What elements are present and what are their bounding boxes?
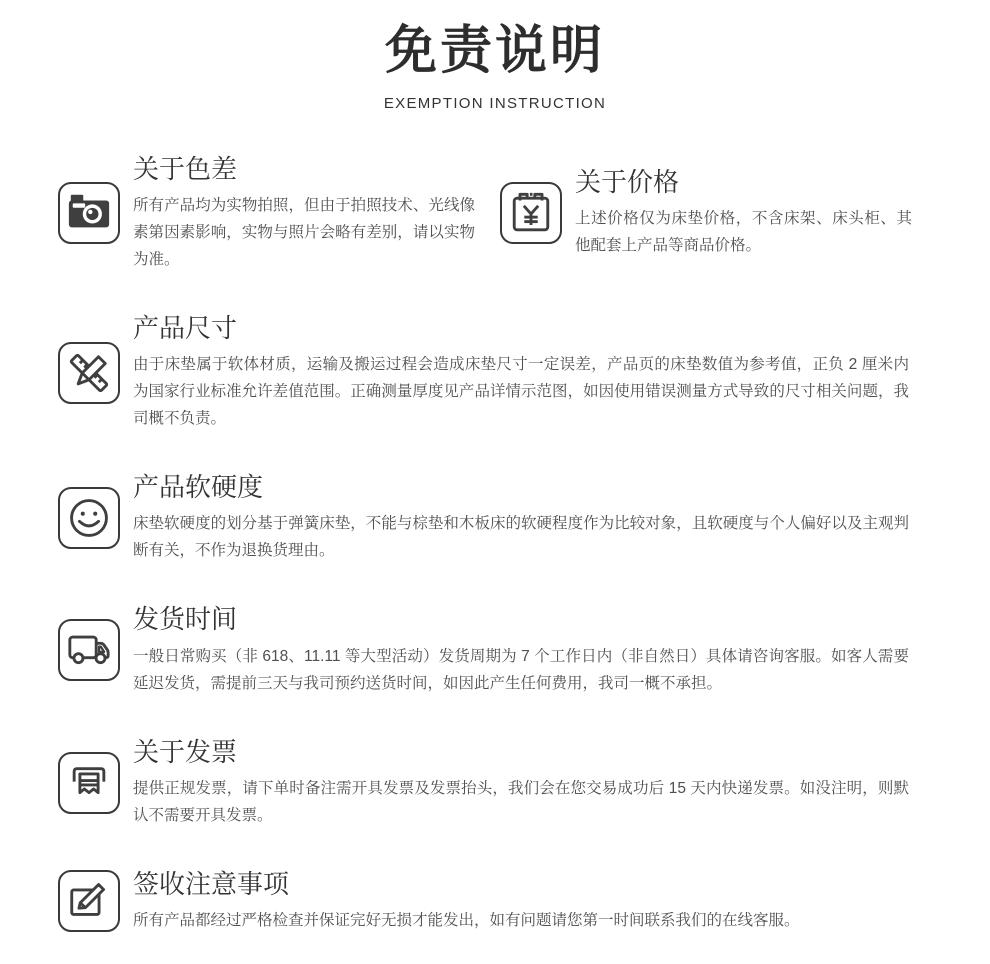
two-column-row (58, 154, 912, 273)
section-title: 关于发票 (133, 736, 238, 767)
section-body: 床垫软硬度的划分基于弹簧床垫，不能与棕垫和木板床的软硬程度作为比较对象，且软硬度与个人偏好以及主观判断有关，不作为退换货理由。 (133, 515, 909, 560)
section-color-difference (58, 154, 500, 273)
section-text (133, 604, 912, 696)
section-body: 上述价格仅为床垫价格，不含床架、床头柜、其他配套上产品等商品价格。 (575, 210, 912, 255)
truck-icon (58, 619, 120, 681)
section-body: 所有产品都经过严格检查并保证完好无损才能发出，如有问题请您第一时间联系我们的在线客服。 (133, 911, 800, 929)
section-title: 签收注意事项 (133, 868, 290, 899)
section-text (133, 313, 912, 432)
sections-container (0, 112, 990, 964)
section-sign-receipt (58, 869, 912, 934)
section-title: 产品软硬度 (133, 472, 264, 503)
section-text (575, 167, 912, 259)
page-header (0, 0, 990, 112)
section-title: 发货时间 (133, 604, 238, 635)
section-title: 关于色差 (133, 153, 238, 184)
section-price (500, 154, 912, 273)
edit-pencil-icon (58, 870, 120, 932)
section-title: 产品尺寸 (133, 312, 238, 343)
section-text (133, 472, 912, 564)
invoice-icon (58, 752, 120, 814)
section-text (133, 154, 500, 273)
section-text (133, 737, 912, 829)
page-subtitle: EXEMPTION INSTRUCTION (383, 94, 607, 112)
section-body: 由于床垫属于软体材质，运输及搬运过程会造成床垫尺寸一定误差，产品页的床垫数值为参考值，正负 2 厘米内为国家行业标准允许差值范围。正确测量厚度见产品详情示范图，如因使用错误测量方式导致的尺寸相关问题，我司概不负责。 (133, 356, 909, 428)
section-size (58, 313, 912, 432)
section-shipping-time (58, 604, 912, 696)
page-title: 免责说明 (384, 22, 605, 80)
camera-icon (58, 182, 120, 244)
section-text (133, 869, 912, 934)
smiley-icon (58, 487, 120, 549)
section-title: 关于价格 (575, 167, 680, 198)
section-body: 提供正规发票，请下单时备注需开具发票及发票抬头，我们会在您交易成功后 15 天内快递发票。如没注明，则默认不需要开具发票。 (133, 779, 909, 824)
section-body: 所有产品均为实物拍照，但由于拍照技术、光线像素第因素影响，实物与照片会略有差别，请以实物为准。 (133, 196, 475, 268)
price-calendar-icon (500, 182, 562, 244)
ruler-pencil-icon (58, 342, 120, 404)
section-firmness (58, 472, 912, 564)
section-invoice (58, 737, 912, 829)
section-body: 一般日常购买（非 618、11.11 等大型活动）发货周期为 7 个工作日内（非自然日）具体请咨询客服。如客人需要延迟发货，需提前三天与我司预约送货时间，如因此产生任何费用，我司一概不承担。 (133, 647, 909, 692)
